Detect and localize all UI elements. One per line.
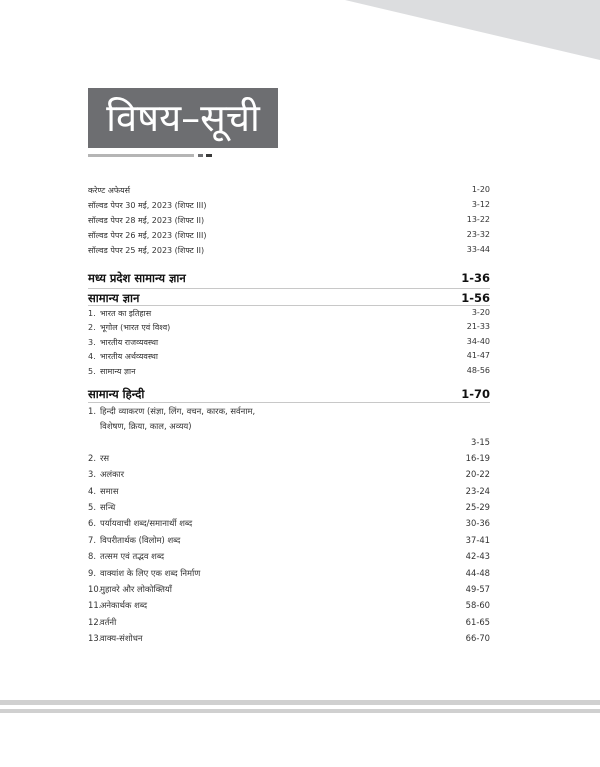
toc-entry-label: भारतीय राजव्यवस्था <box>100 338 159 347</box>
toc-entry-label: भूगोल (भारत एवं विश्व) <box>100 323 171 332</box>
toc-entry-number: 3. <box>88 338 96 347</box>
toc-entry[interactable] <box>88 200 490 211</box>
toc-entry-page: 25-29 <box>465 502 490 512</box>
toc-entry[interactable] <box>88 617 490 628</box>
toc-entry-page-row <box>88 437 490 447</box>
toc-entry[interactable] <box>88 453 490 464</box>
toc-entry-page: 48-56 <box>466 366 490 375</box>
toc-entry-label: वाक्य-संशोधन <box>100 633 143 643</box>
toc-entry[interactable] <box>88 185 490 196</box>
section-heading-label: सामान्य ज्ञान <box>88 291 140 305</box>
toc-entry-label: सॉल्वड पेपर 25 मई, 2023 (शिफ्ट II) <box>88 246 205 255</box>
toc-entry-label: मुहावरे और लोकोक्तियाँ <box>100 584 172 594</box>
toc-entry-page: 3-15 <box>470 437 490 447</box>
toc-entry-label: समास <box>100 486 119 496</box>
toc-entry[interactable] <box>88 469 490 480</box>
toc-entry[interactable] <box>88 337 490 348</box>
toc-entry-page: 34-40 <box>466 337 490 346</box>
toc-entry[interactable] <box>88 600 490 611</box>
section-heading-page: 1-70 <box>461 387 490 401</box>
title-underline <box>88 154 194 157</box>
section-heading-page: 1-56 <box>461 291 490 305</box>
toc-entry-page: 37-41 <box>465 535 490 545</box>
section-heading-mp-gk[interactable] <box>88 271 490 286</box>
section-divider <box>88 305 490 306</box>
toc-entry-page: 16-19 <box>465 453 490 463</box>
toc-entry[interactable] <box>88 245 490 256</box>
footer-band <box>0 700 600 705</box>
toc-entry-number: 12. <box>88 617 102 627</box>
toc-entry-page: 61-65 <box>465 617 490 627</box>
toc-entry[interactable] <box>88 366 490 377</box>
toc-entry-page: 23-32 <box>466 230 490 239</box>
toc-entry-label: सॉल्वड पेपर 28 मई, 2023 (शिफ्ट II) <box>88 216 205 225</box>
page-title: विषय–सूची <box>88 88 278 148</box>
toc-entry-page: 1-20 <box>471 185 490 194</box>
toc-entry-page: 23-24 <box>465 486 490 496</box>
toc-entry-label: अनेकार्थक शब्द <box>100 600 148 610</box>
toc-entry-number: 6. <box>88 518 96 528</box>
toc-entry[interactable] <box>88 535 490 546</box>
toc-entry-label: अलंकार <box>100 469 125 479</box>
toc-entry-label: हिन्दी व्याकरण (संज्ञा, लिंग, वचन, कारक, सर्वनाम, <box>100 406 256 416</box>
toc-entry-page: 30-36 <box>465 518 490 528</box>
toc-entry-number: 13. <box>88 633 102 643</box>
toc-entry-label: सन्धि <box>100 502 116 512</box>
toc-entry-number: 11. <box>88 600 102 610</box>
toc-entry[interactable] <box>88 486 490 497</box>
toc-entry-label: वाक्यांश के लिए एक शब्द निर्माण <box>100 568 201 578</box>
toc-entry-multiline[interactable] <box>88 406 490 417</box>
toc-entry[interactable] <box>88 518 490 529</box>
toc-entry[interactable] <box>88 551 490 562</box>
toc-entry-label: वर्तनी <box>100 617 117 627</box>
section-heading-label: सामान्य हिन्दी <box>88 387 145 401</box>
toc-entry-label: सॉल्वड पेपर 26 मई, 2023 (शिफ्ट III) <box>88 231 207 240</box>
toc-entry-page: 58-60 <box>465 600 490 610</box>
section-heading-page: 1-36 <box>461 271 490 285</box>
section-divider <box>88 402 490 403</box>
toc-entry-number: 10. <box>88 584 102 594</box>
toc-entry[interactable] <box>88 308 490 319</box>
toc-entry-multiline-cont[interactable] <box>88 421 490 432</box>
toc-entry-number: 9. <box>88 568 96 578</box>
section-divider <box>88 288 490 289</box>
toc-entry-label: भारतीय अर्थव्यवस्था <box>100 352 158 361</box>
toc-entry-label: विपरीतार्थक (विलोम) शब्द <box>100 535 181 545</box>
title-underline-mark <box>198 154 203 157</box>
toc-entry-page: 33-44 <box>466 245 490 254</box>
toc-entry-label: सॉल्वड पेपर 30 मई, 2023 (शिफ्ट III) <box>88 201 207 210</box>
toc-entry-label: करेण्ट अफेयर्स <box>88 186 131 195</box>
toc-entry-page: 66-70 <box>465 633 490 643</box>
corner-decoration <box>0 0 600 60</box>
toc-entry-page: 21-33 <box>466 322 490 331</box>
toc-entry-number: 2. <box>88 453 96 463</box>
toc-entry-number: 3. <box>88 469 96 479</box>
title-underline-mark <box>206 154 212 157</box>
toc-entry-label: पर्यायवाची शब्द/समानार्थी शब्द <box>100 518 193 528</box>
toc-entry[interactable] <box>88 322 490 333</box>
toc-entry-label: सामान्य ज्ञान <box>100 367 136 376</box>
toc-entry-page: 3-12 <box>471 200 490 209</box>
toc-entry[interactable] <box>88 502 490 513</box>
toc-entry-number: 1. <box>88 309 96 318</box>
toc-entry-page: 3-20 <box>471 308 490 317</box>
toc-entry-page: 44-48 <box>465 568 490 578</box>
footer-band <box>0 709 600 713</box>
toc-entry[interactable] <box>88 633 490 644</box>
toc-entry-number: 5. <box>88 502 96 512</box>
section-heading-label: मध्य प्रदेश सामान्य ज्ञान <box>88 271 186 285</box>
toc-entry-page: 13-22 <box>466 215 490 224</box>
section-heading-hindi[interactable] <box>88 387 490 402</box>
toc-entry[interactable] <box>88 215 490 226</box>
toc-entry-page: 42-43 <box>465 551 490 561</box>
toc-entry-number: 4. <box>88 352 96 361</box>
toc-entry-label: भारत का इतिहास <box>100 309 152 318</box>
toc-entry[interactable] <box>88 568 490 579</box>
toc-entry-label: विशेषण, क्रिया, काल, अव्यय) <box>100 421 192 431</box>
toc-entry-number: 2. <box>88 323 96 332</box>
toc-entry-number: 1. <box>88 406 96 416</box>
toc-entry-page: 20-22 <box>465 469 490 479</box>
toc-entry[interactable] <box>88 351 490 362</box>
toc-entry[interactable] <box>88 230 490 241</box>
toc-entry[interactable] <box>88 584 490 595</box>
toc-entry-number: 5. <box>88 367 96 376</box>
section-heading-gk[interactable] <box>88 291 490 306</box>
toc-entry-page: 41-47 <box>466 351 490 360</box>
toc-entry-number: 7. <box>88 535 96 545</box>
toc-entry-number: 8. <box>88 551 96 561</box>
toc-entry-label: तत्सम एवं तद्भव शब्द <box>100 551 165 561</box>
toc-entry-number: 4. <box>88 486 96 496</box>
toc-entry-label: रस <box>100 453 110 463</box>
toc-entry-page: 49-57 <box>465 584 490 594</box>
